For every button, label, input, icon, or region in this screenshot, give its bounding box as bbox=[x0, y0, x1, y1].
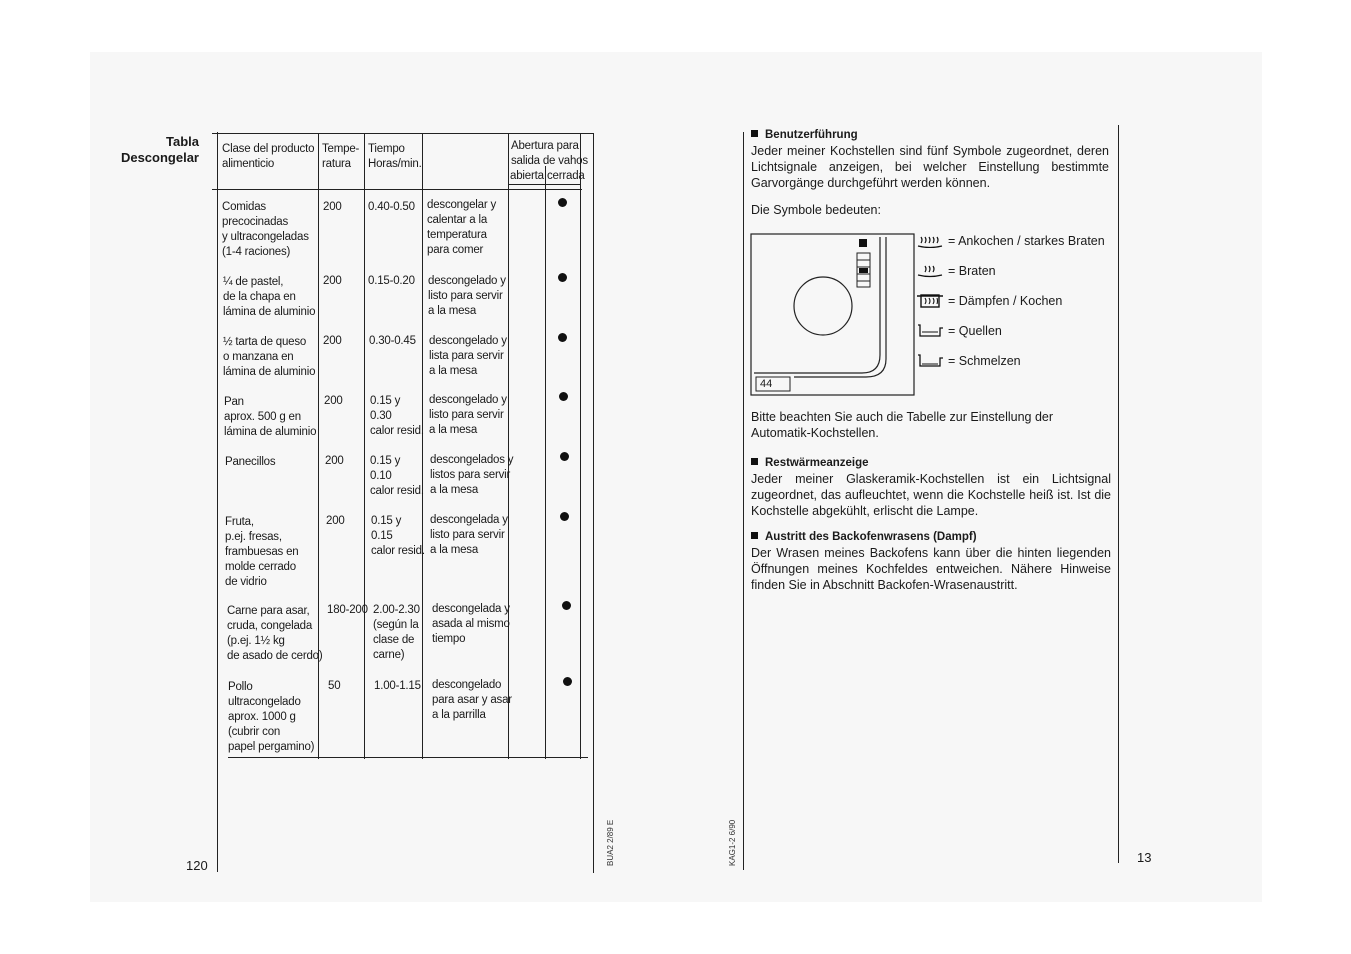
cell-product: ½ tarta de queso o manzana en lámina de aluminio bbox=[223, 336, 316, 378]
right-print-code: KAG1-2 6/90 bbox=[728, 819, 737, 866]
header-vent-open: abierta bbox=[510, 170, 544, 182]
cell-temperature: 50 bbox=[328, 680, 341, 692]
bullet-square-icon bbox=[751, 130, 758, 137]
cell-time: 0.15-0.20 bbox=[368, 275, 415, 287]
panel-number-label: 44 bbox=[760, 378, 773, 390]
cell-time: 0.30-0.45 bbox=[369, 335, 416, 347]
symbol-row-quellen bbox=[916, 323, 1002, 339]
section-benutzerfuehrung bbox=[751, 127, 1109, 191]
col-rule-5 bbox=[545, 166, 546, 759]
cell-temperature: 200 bbox=[325, 455, 344, 467]
header-product: Clase del producto alimenticio bbox=[222, 143, 315, 170]
cell-time: 0.15 y 0.10 calor resid. bbox=[370, 455, 424, 497]
col-rule-1 bbox=[318, 133, 319, 759]
symbols-intro: Die Symbole bedeuten: bbox=[751, 203, 881, 217]
steam-pot-icon bbox=[916, 293, 944, 309]
header-vent-closed: cerrada bbox=[547, 170, 585, 182]
bullet-square-icon bbox=[751, 458, 758, 465]
section-heading-text: Restwärmeanzeige bbox=[765, 457, 869, 469]
cell-product: Pollo ultracongelado aprox. 1000 g (cubrir con papel pergamino) bbox=[228, 681, 315, 753]
cell-note: descongelado para asar y asar a la parrilla bbox=[432, 679, 512, 721]
cell-product: Carne para asar, cruda, congelada (p.ej. 1½ kg de asado de cerdo) bbox=[227, 605, 323, 662]
table-side-title bbox=[121, 134, 199, 166]
cell-note: descongelada y asada al mismo tiempo bbox=[432, 603, 510, 645]
col-rule-3 bbox=[422, 133, 423, 759]
cell-product: Panecillos bbox=[225, 456, 276, 468]
symbol-label: = Schmelzen bbox=[948, 354, 1021, 368]
bullet-square-icon bbox=[751, 532, 758, 539]
cell-time: 0.40-0.50 bbox=[368, 201, 415, 213]
symbol-label: = Quellen bbox=[948, 324, 1002, 338]
header-time: Tiempo Horas/min. bbox=[368, 143, 422, 170]
section-restwaerme bbox=[751, 455, 1111, 519]
section-body: Jeder meiner Kochstellen sind fünf Symbole zugeordnet, deren Lichtsignale anzeigen, bei welcher Einstellung bestimmte Garvorgänge durchgeführt werden können. bbox=[751, 144, 1109, 190]
cell-time: 1.00-1.15 bbox=[374, 680, 421, 692]
cell-note: descongelado y listo para servir a la mesa bbox=[428, 275, 506, 317]
section-body: Jeder meiner Glaskeramik-Kochstellen ist ein Lichtsignal zugeordnet, das aufleuchtet, wenn die Kochstelle heiß ist. Ist die Kochstelle abgekühlt, erlischt die Lampe. bbox=[751, 472, 1111, 518]
cell-temperature: 200 bbox=[323, 335, 342, 347]
col-rule-4 bbox=[508, 133, 509, 759]
closed-marker-dot bbox=[563, 677, 572, 686]
section-wrasen bbox=[751, 529, 1111, 593]
cell-time: 2.00-2.30 (según la clase de carne) bbox=[373, 604, 420, 661]
symbol-row-daempfen bbox=[916, 293, 1062, 309]
melt-pot-icon bbox=[916, 353, 944, 369]
closed-marker-dot bbox=[560, 452, 569, 461]
frying-icon bbox=[916, 264, 944, 278]
symbol-row-braten bbox=[916, 264, 996, 278]
header-temperature: Tempe- ratura bbox=[322, 143, 360, 170]
right-page-number: 13 bbox=[1137, 850, 1152, 865]
symbol-label: = Braten bbox=[948, 264, 996, 278]
closed-marker-dot bbox=[558, 273, 567, 282]
swell-pot-icon bbox=[916, 323, 944, 339]
closed-marker-dot bbox=[558, 198, 567, 207]
left-margin-rule bbox=[217, 132, 218, 872]
symbol-row-schmelzen bbox=[916, 353, 1021, 369]
symbol-label: = Ankochen / starkes Braten bbox=[948, 234, 1105, 248]
cell-note: descongelada y listo para servir a la mesa bbox=[430, 514, 508, 556]
col-rule-6 bbox=[580, 133, 581, 759]
strong-heat-icon bbox=[916, 234, 944, 248]
section-heading bbox=[751, 455, 1111, 471]
cell-temperature: 200 bbox=[323, 201, 342, 213]
title-line-1: Tabla bbox=[166, 134, 199, 149]
cell-note: descongelados y listos para servir a la mesa bbox=[430, 454, 514, 496]
section-heading bbox=[751, 127, 1109, 143]
section-heading bbox=[751, 529, 1111, 545]
cell-temperature: 200 bbox=[324, 395, 343, 407]
cell-product: Comidas precocinadas y ultracongeladas (1-4 raciones) bbox=[222, 201, 309, 258]
closed-marker-dot bbox=[560, 512, 569, 521]
left-page-number: 120 bbox=[186, 858, 208, 873]
cell-time: 0.15 y 0.30 calor resid. bbox=[370, 395, 424, 437]
closed-marker-dot bbox=[562, 601, 571, 610]
right-page-edge-rule bbox=[593, 133, 594, 873]
cell-product: ¼ de pastel, de la chapa en lámina de aluminio bbox=[223, 276, 316, 318]
col-rule-2 bbox=[364, 133, 365, 759]
section-heading-text: Austritt des Backofenwrasens (Dampf) bbox=[765, 531, 977, 543]
table-reference-note: Bitte beachten Sie auch die Tabelle zur Einstellung der Automatik-Kochstellen. bbox=[751, 410, 1054, 440]
symbol-row-ankochen bbox=[916, 234, 1105, 248]
vent-subheader-rule bbox=[508, 184, 580, 185]
table-bottom-rule bbox=[228, 757, 588, 758]
right-margin-rule bbox=[743, 132, 744, 870]
closed-marker-dot bbox=[559, 392, 568, 401]
header-bottom-rule bbox=[212, 189, 582, 190]
cell-note: descongelado y listo para servir a la mesa bbox=[429, 394, 507, 436]
cell-product: Pan aprox. 500 g en lámina de aluminio bbox=[224, 396, 317, 438]
cell-note: descongelado y lista para servir a la mesa bbox=[429, 335, 507, 377]
cell-product: Fruta, p.ej. fresas, frambuesas en molde cerrado de vidrio bbox=[225, 516, 299, 588]
cell-temperature: 200 bbox=[323, 275, 342, 287]
cell-temperature: 200 bbox=[326, 515, 345, 527]
symbol-label: = Dämpfen / Kochen bbox=[948, 294, 1063, 308]
table-top-rule bbox=[212, 133, 594, 134]
closed-marker-dot bbox=[558, 333, 567, 342]
cell-note: descongelar y calentar a la temperatura para comer bbox=[427, 199, 496, 256]
cell-temperature: 180-200 bbox=[327, 604, 368, 616]
header-vent: Abertura para salida de vahos bbox=[511, 140, 588, 167]
section-heading-text: Benutzerführung bbox=[765, 129, 858, 141]
right-outer-rule bbox=[1118, 125, 1119, 863]
section-body: Der Wrasen meines Backofens kann über die hinten liegenden Öffnungen meines Kochfeldes entweichen. Nähere Hinweise finden Sie in Abschnitt Backofen-Wrasenaustritt. bbox=[751, 546, 1111, 592]
left-print-code: BUA2 2/89 E bbox=[606, 819, 615, 866]
title-line-2: Descongelar bbox=[120, 150, 199, 165]
cell-time: 0.15 y 0.15 calor resid. bbox=[371, 515, 425, 557]
